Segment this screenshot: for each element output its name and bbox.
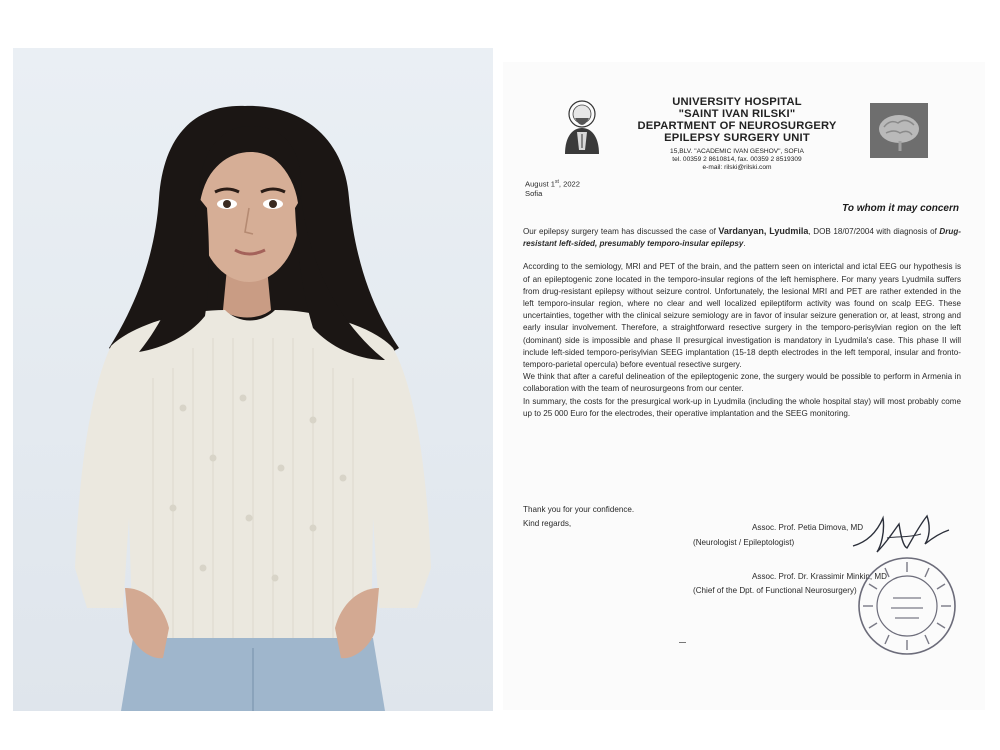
letterhead-unit: EPILEPSY SURGERY UNIT [664, 132, 810, 144]
paragraph-intro: Our epilepsy surgery team has discussed the case of Vardanyan, Lyudmila, DOB 18/07/2004 with diagnosis of Drug-resistant left-sided, presumably temporo-insular epilepsy. [523, 226, 961, 249]
scan-mark [679, 642, 686, 643]
letterhead-address: 15,BLV. "ACADEMIC IVAN GESHOV", SOFIA [670, 148, 804, 155]
letterhead-email: e-mail: rilski@rilski.com [702, 164, 772, 172]
letter-salutation: To whom it may concern [842, 203, 959, 214]
thanks-line: Thank you for your confidence. [523, 505, 635, 514]
paragraph-assessment: According to the semiology, MRI and PET of the brain, and the pattern seen on interictal and ictal EEG our hypothesis is of an epileptogenic zone located in the temporo-insular regions of the left hemisphere. For many years Lyudmila suffers from drug-resistant epilepsy without seizure control. Unfortunately, the lesional MRI and PET are rather extended in the left temporo-insular region, where no clear and well localized epileptiform activity was found on scalp EEG. These uncertainties, together with the clinical seizure semiology are in favor of insular seizure generation or, at least, strong and early insular involvement. Therefore, a straightforward resective surgery in the temporo-perisylvian region on the left (dominant) side is impossible and phase II presurgical investigation is mandatory in Lyudmila's case. This phase II will include left-sided temporo-perisylvian SEEG implantation (15-18 depth electrodes in the left temporal, insular and fronto-temporo-parietal opercula) before eventual resective surgery. [523, 262, 961, 370]
letter-document [503, 62, 985, 710]
brain-image [870, 103, 928, 158]
saint-emblem-icon [559, 98, 605, 154]
portrait-illustration [13, 48, 493, 711]
letterhead-phone: tel. 00359 2 8610814, fax. 00359 2 8519309 [672, 156, 802, 164]
diagnosis: Drug-resistant left-sided, presumably temporo-insular epilepsy [523, 227, 961, 249]
letter-closing [523, 503, 634, 530]
signer-1-role: (Neurologist / Epileptologist) [693, 538, 795, 547]
patient-name: Vardanyan, Lyudmila [718, 226, 809, 236]
letter-city: Sofia [525, 189, 543, 199]
signer-2-name: Assoc. Prof. Dr. Krassimir Minkin, MD [752, 572, 887, 581]
brain-icon [870, 103, 928, 158]
portrait-photo [13, 48, 493, 711]
letter-body [523, 225, 961, 420]
hospital-stamp-icon [855, 554, 959, 658]
signer-1-name: Assoc. Prof. Petia Dimova, MD [752, 523, 864, 532]
letterhead-department: DEPARTMENT OF NEUROSURGERY [637, 120, 837, 132]
letterhead-hospital-name: "SAINT IVAN RILSKI" [678, 108, 796, 120]
signer-2-role: (Chief of the Dpt. of Functional Neurosurgery) [693, 586, 857, 595]
paragraph-costs: In summary, the costs for the presurgical work-up in Lyudmila (including the whole hospital stay) will most probably come up to 25 000 Euro for the electrodes, their operative implantation and the SEEG monitoring. [523, 396, 961, 418]
face [199, 150, 299, 282]
letterhead [613, 96, 861, 173]
letterhead-hospital: UNIVERSITY HOSPITAL [672, 96, 802, 108]
regards-line: Kind regards, [523, 518, 572, 528]
paragraph-collaboration: We think that after a careful delineation of the epileptogenic zone, the surgery would be possible to perform in Armenia in collaboration with the team of neurosurgeons from our center. [523, 372, 961, 394]
letter-date: August 1st, 2022 Sofia [525, 179, 580, 199]
handwritten-signature [847, 502, 951, 558]
